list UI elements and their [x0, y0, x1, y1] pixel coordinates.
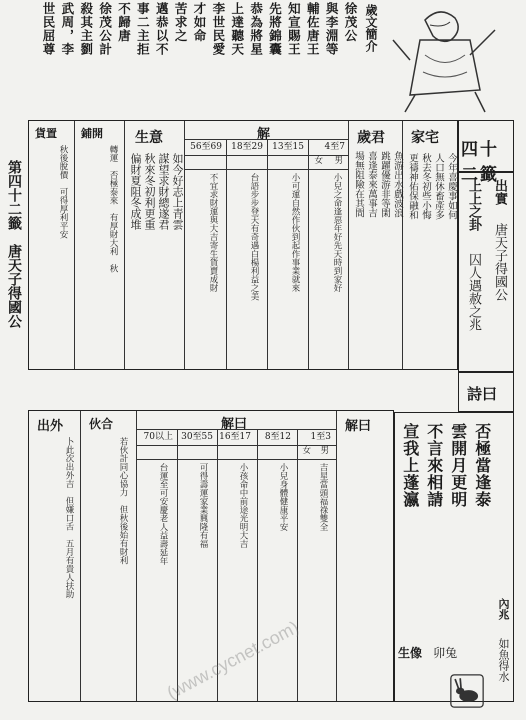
year-line-2: 跳躍優游非等閑 — [379, 151, 390, 218]
sex-female: 女 — [314, 156, 323, 166]
inner-text: 如魚得水 — [497, 638, 510, 682]
goods-text: 秋後脫價 可得厚利平安 — [58, 145, 68, 239]
goods-section — [29, 121, 77, 369]
intro-col-4: 知宣賜王 — [286, 2, 302, 56]
shop-label: 鋪開 — [81, 127, 103, 140]
intro-label: 歲文簡介 — [364, 4, 378, 52]
lower-col-4: 小兒身體健康平安 — [278, 463, 288, 531]
age-range-4: 4至7 — [324, 142, 345, 152]
lower-col-1: 台運至可安慶老人益壽延年 — [158, 463, 168, 565]
year-label: 歲君 — [357, 130, 385, 146]
age-range-1: 56至69 — [190, 142, 222, 152]
lower-sex-female: 女 — [302, 446, 311, 456]
lower-age-2: 30至55 — [181, 432, 213, 442]
life-section — [124, 121, 185, 369]
group-label: 伙合 — [89, 417, 114, 431]
life-label: 生意 — [135, 130, 163, 146]
age-col-3: 小可運自然作伙到起作事業就來 — [290, 173, 300, 292]
intro-col-6: 恭為將星 — [248, 2, 264, 56]
intro-col-16: 武周，李 — [59, 2, 75, 56]
intro-block — [30, 2, 380, 114]
sign-title-box — [458, 120, 514, 185]
goods-label: 貨置 — [35, 127, 57, 140]
intro-col-14: 徐茂公計 — [97, 2, 113, 56]
solve-section — [336, 411, 393, 701]
out-section — [29, 411, 83, 701]
zodiac-label-visible: 生像 — [398, 646, 423, 660]
gua-label: 上上之卦 — [466, 179, 481, 231]
gua-desc: 囚人遇赦之兆 — [466, 253, 481, 331]
poem-label: 詩曰 — [467, 385, 498, 403]
intro-col-11: 邁恭以不 — [154, 2, 170, 56]
intro-col-9: 才如命 — [192, 2, 207, 43]
lower-age-3: 16至17 — [219, 432, 251, 442]
age-col-2: 台語步步登天有奇遇白楊利益之美 — [249, 173, 259, 301]
lower-col-3: 小孩命中前途光明大吉 — [238, 463, 248, 548]
intro-col-5: 先將錦囊 — [267, 2, 283, 56]
sex-male: 男 — [334, 156, 343, 166]
poem-line-4: 否極當逢泰 — [472, 423, 492, 508]
intro-text — [39, 2, 358, 114]
group-text: 若伙計同心協力 但秋後始有財利 — [118, 437, 128, 565]
warrior-illustration — [385, 0, 510, 115]
intro-col-3: 輔佐唐王 — [305, 2, 321, 56]
age-range-2: 18至29 — [231, 142, 263, 152]
zodiac-row — [398, 642, 478, 666]
life-line-4: 偏財夏阻冬成堆 — [129, 153, 142, 230]
intro-col-17: 世民屈尊 — [41, 2, 56, 56]
lower-col-2: 可得壽運家業興隆有福 — [198, 463, 208, 548]
lower-age-5: 1至3 — [310, 432, 331, 442]
poem-line-2: 不言來相請 — [424, 423, 444, 508]
solve-label: 解曰 — [345, 419, 372, 434]
rabbit-stamp — [450, 674, 484, 708]
home-line-4: 更禱神佑保融和 — [407, 153, 418, 220]
year-line-1: 魚游出水戲波浪 — [392, 151, 403, 218]
lower-explain-label: 解曰 — [221, 417, 248, 432]
sign-title: 四十二籤 — [461, 140, 499, 185]
year-line-3: 喜逢泰來萬事吉 — [366, 151, 377, 218]
zodiac: 卯兔 — [433, 646, 458, 660]
watermark: (www.cycnet.com) — [163, 616, 302, 704]
source-label: 出實 — [492, 179, 507, 205]
inner-label: 內兆 — [497, 598, 510, 620]
poem-line-1: 宣我上蓬瀛 — [400, 423, 420, 508]
age-col-4: 小兒之命逢惡年好先天時到家好 — [332, 173, 342, 292]
ages-explain-label: 解 — [257, 127, 271, 142]
intro-col-15: 殺其主劉 — [78, 2, 94, 56]
intro-col-12: 事二主拒 — [135, 2, 151, 56]
ages-section — [184, 121, 349, 369]
poem-line-3: 雲開月更明 — [448, 423, 468, 508]
group-section — [80, 411, 137, 701]
source-story: 唐天子得國公 — [492, 223, 507, 301]
lower-age-4: 8至12 — [264, 432, 291, 442]
intro-col-2: 與李淵等 — [324, 2, 340, 56]
source-box — [458, 172, 514, 372]
year-section — [348, 121, 403, 369]
shop-section — [74, 121, 125, 369]
intro-col-13: 不歸唐 — [116, 2, 132, 43]
life-line-1: 如今好志上青雲 — [171, 153, 184, 230]
life-line-3: 秋來冬初利更重 — [143, 153, 156, 230]
shop-text: 轉運 否極泰來 有厚財大利 秋 — [108, 145, 118, 273]
home-label: 家宅 — [411, 130, 439, 146]
home-line-3: 秋去冬初些小悔 — [420, 153, 431, 220]
year-line-4: 場無阻險在其間 — [353, 151, 364, 218]
lower-age-1: 70以上 — [143, 432, 173, 442]
intro-col-7: 上達聽天 — [229, 2, 245, 56]
intro-col-8: 李世民愛 — [210, 2, 226, 56]
poem-label-box — [458, 372, 514, 412]
intro-col-1: 徐茂公 — [343, 2, 358, 43]
age-col-1: 不宜求財運與大吉寄生貨賣成財 — [208, 173, 218, 292]
intro-col-10: 苦求之 — [173, 2, 189, 43]
upper-table — [28, 120, 458, 370]
lower-table — [28, 410, 394, 702]
side-title: 第四十二籤 唐天子得國公 — [6, 160, 22, 328]
life-line-2: 謀望求財總遂君 — [157, 153, 170, 230]
home-line-2: 人口無休畜產多 — [433, 153, 444, 220]
out-text: 卜此次出外吉 但嫌口舌 五月有貴人扶助 — [64, 437, 74, 599]
out-label: 出外 — [37, 419, 64, 434]
lower-sex-male: 男 — [320, 446, 329, 456]
home-lines — [403, 151, 457, 367]
home-line-1: 今年喜慶事如何 — [446, 153, 457, 220]
lower-col-5: 吉星當頭福祿雙全 — [318, 463, 328, 531]
age-range-3: 13至15 — [272, 142, 304, 152]
